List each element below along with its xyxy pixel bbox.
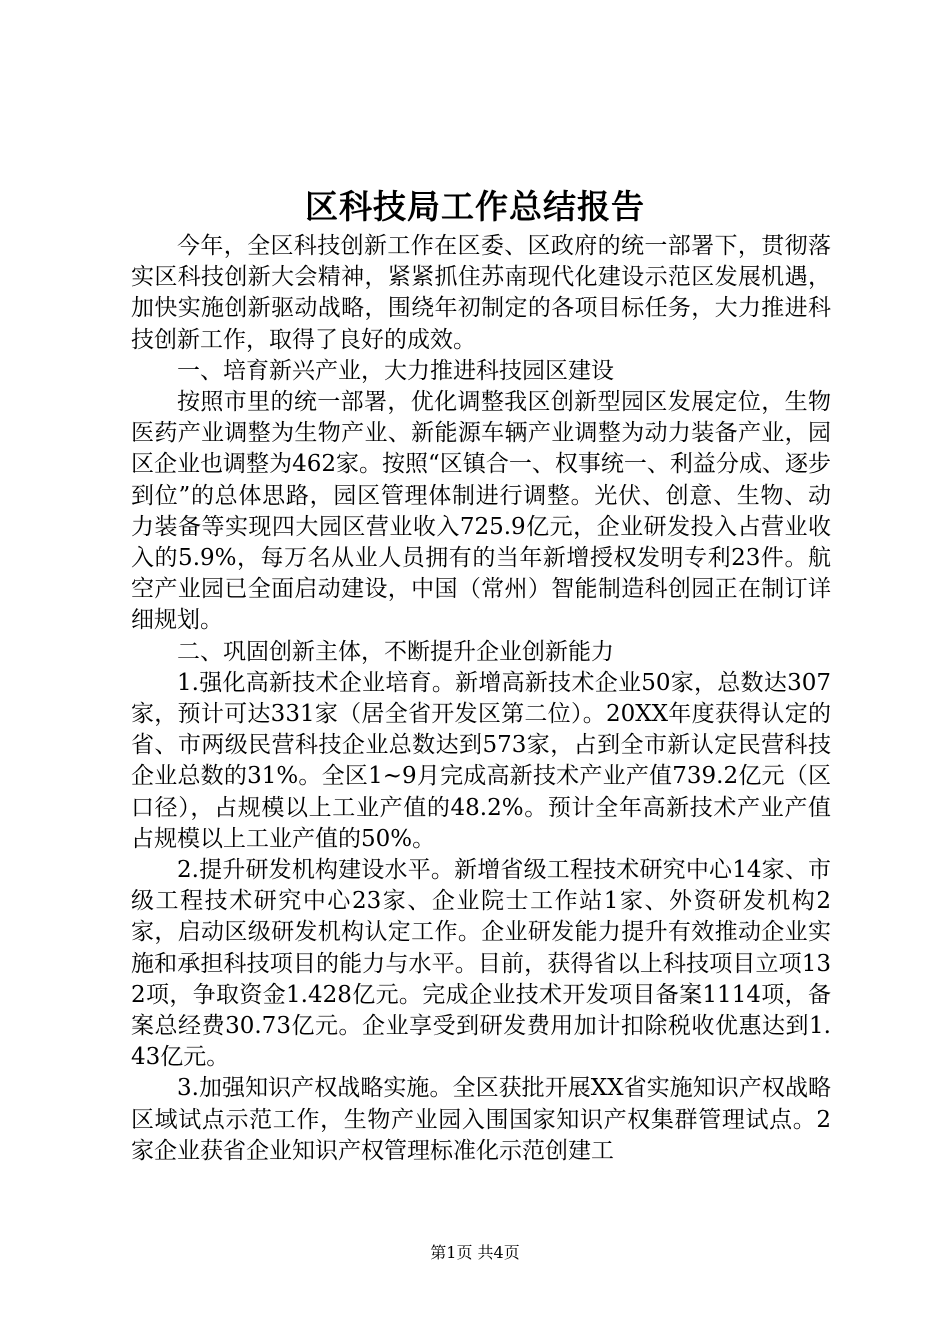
section-heading-2: 二、巩固创新主体，不断提升企业创新能力 [177, 638, 614, 665]
intro-paragraph: 今年，全区科技创新工作在区委、区政府的统一部署下，贯彻落实区科技创新大会精神，紧紧抓住苏南现代化建设示范区发展机遇，加快实施创新驱动战略，围绕年初制定的各项目标任务，大力推进科技创新工作，取得了良好的成效。 [131, 233, 831, 353]
section-2-item-1: 1.强化高新技术企业培育。新增高新技术企业50家，总数达307家，预计可达331家（居全省开发区第二位）。20XX年度获得认定的省、市两级民营科技企业总数达到573家，占到全市新认定民营科技企业总数的31%。全区1~9月完成高新技术产业产值739.2亿元（区口径），占规模以上工业产值的48.2%。预计全年高新技术产业产值占规模以上工业产值的50%。 [131, 669, 831, 852]
document-body [131, 231, 831, 1167]
page-number-footer: 第1页 共4页 [430, 1243, 520, 1262]
section-heading-1: 一、培育新兴产业，大力推进科技园区建设 [177, 357, 614, 384]
section-2-item-2: 2.提升研发机构建设水平。新增省级工程技术研究中心14家、市级工程技术研究中心23家、企业院士工作站1家、外资研发机构2家，启动区级研发机构认定工作。企业研发能力提升有效推动企业实施和承担科技项目的能力与水平。目前，获得省以上科技项目立项132项，争取资金1.428亿元。完成企业技术开发项目备案1114项，备案总经费30.73亿元。企业享受到研发费用加计扣除税收优惠达到1.43亿元。 [131, 857, 831, 1071]
document-title: 区科技局工作总结报告 [305, 187, 645, 226]
section-1-paragraph: 按照市里的统一部署，优化调整我区创新型园区发展定位，生物医药产业调整为生物产业、新能源车辆产业调整为动力装备产业，园区企业也调整为462家。按照“区镇合一、权事统一、利益分成、逐步到位”的总体思路，园区管理体制进行调整。光伏、创意、生物、动力装备等实现四大园区营业收入725.9亿元，企业研发投入占营业收入的5.9%，每万名从业人员拥有的当年新增授权发明专利23件。航空产业园已全面启动建设，中国（常州）智能制造科创园正在制订详细规划。 [131, 389, 831, 634]
section-2-item-3: 3.加强知识产权战略实施。全区获批开展XX省实施知识产权战略区域试点示范工作，生物产业园入围国家知识产权集群管理试点。2家企业获省企业知识产权管理标准化示范创建工 [131, 1075, 831, 1164]
